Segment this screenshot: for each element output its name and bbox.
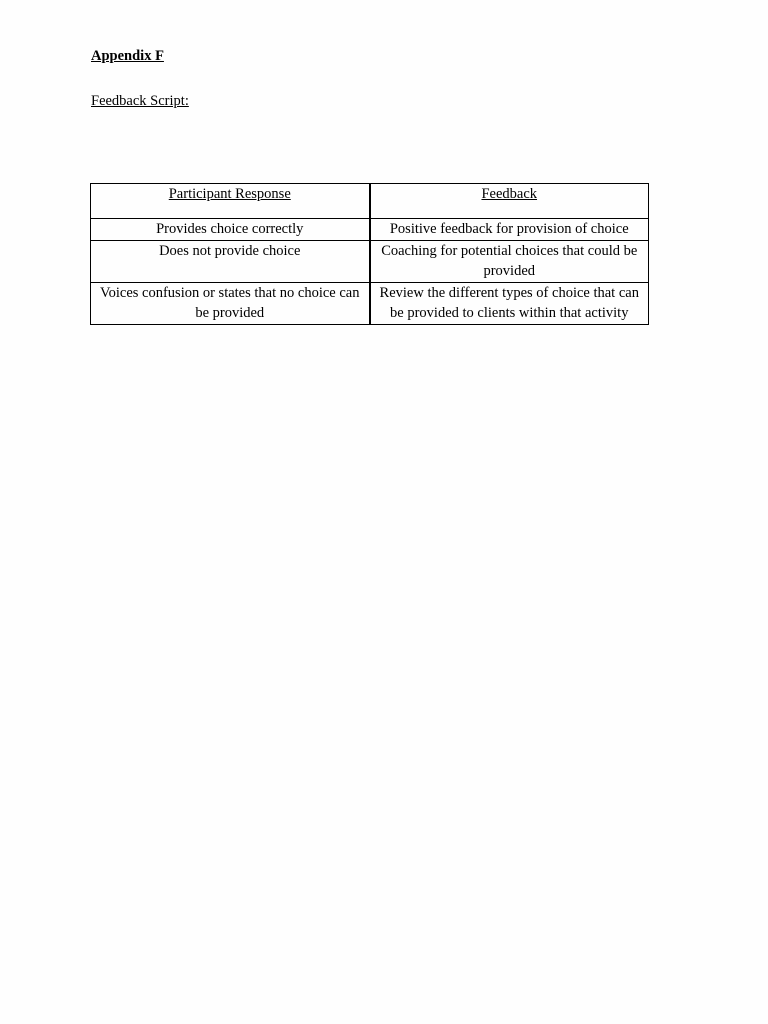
column-header-participant-response (91, 184, 370, 219)
feedback-cell: Coaching for potential choices that could be provided (370, 240, 649, 282)
participant-response-cell: Provides choice correctly (91, 219, 370, 241)
table-row (91, 240, 649, 282)
column-header-label: Participant Response (168, 186, 291, 202)
participant-response-cell: Does not provide choice (91, 240, 370, 282)
column-header-feedback (370, 184, 649, 219)
section-label: Feedback Script: (91, 93, 189, 109)
appendix-heading: Appendix F (91, 48, 164, 64)
table-row (91, 219, 649, 241)
feedback-table (90, 183, 649, 325)
participant-response-cell: Voices confusion or states that no choice can be provided (91, 282, 370, 324)
table-header-row (91, 184, 649, 219)
table-row (91, 282, 649, 324)
feedback-cell: Positive feedback for provision of choice (370, 219, 649, 241)
column-header-label: Feedback (481, 186, 538, 202)
feedback-cell: Review the different types of choice that can be provided to clients within that activity (370, 282, 649, 324)
